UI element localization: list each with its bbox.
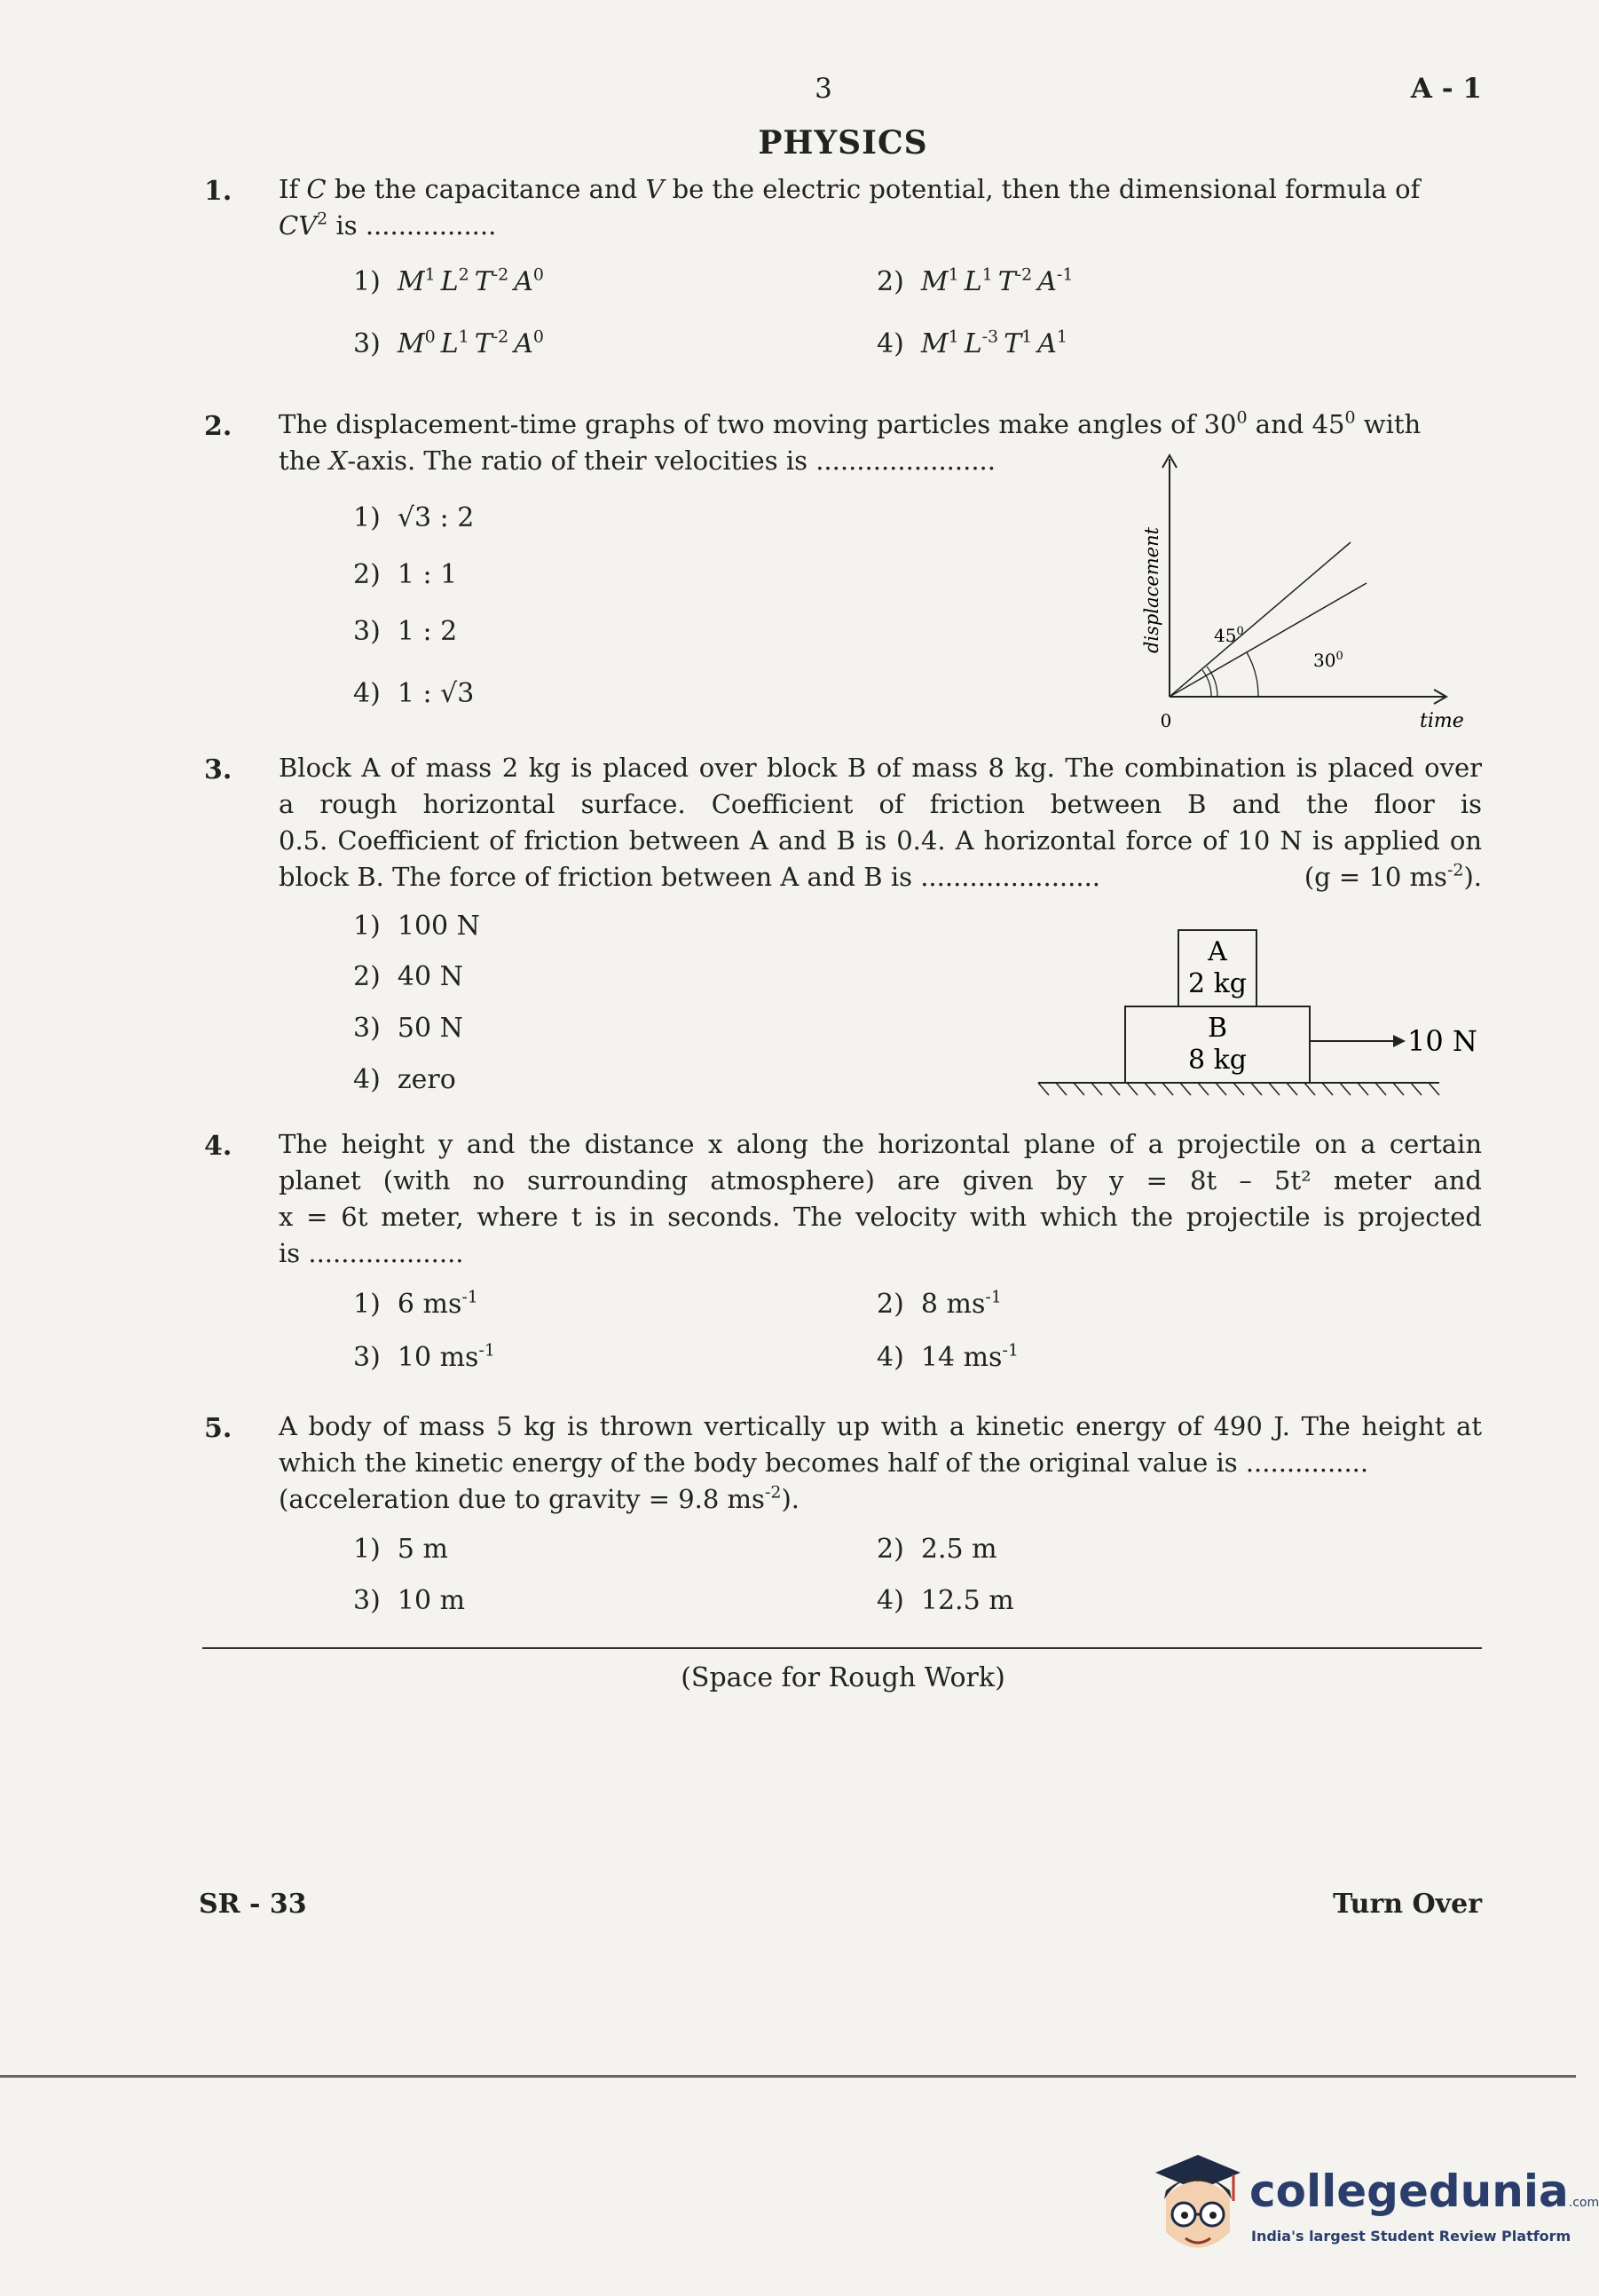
question-text-1: If C be the capacitance and V be the electric potential, then the dimensional formula of $CV^2$ is ................ [279,174,1421,241]
block-b-name: B [1207,1013,1228,1044]
angle-arc-30 [1247,652,1258,697]
q2-option-3[interactable]: 3) 1 : 2 [353,616,458,647]
question-number-5: 5. [204,1413,232,1444]
q2-option-1[interactable]: 1) √3 : 2 [353,502,475,533]
q1-option-2[interactable]: 2) $M^1$ $L^1$ $T^{-2}$ $A^{-1}$ [877,264,1074,297]
rough-work-label: (Space for Rough Work) [681,1662,1005,1693]
force-label: 10 N [1407,1024,1477,1058]
q5-option-3[interactable]: 3) 10 m [353,1585,466,1616]
footer-code: SR - 33 [199,1889,307,1920]
footer-turn-over: Turn Over [1333,1889,1482,1920]
page-title: PHYSICS [758,124,928,162]
question-number-4: 4. [204,1131,232,1162]
q2-option-4[interactable]: 4) 1 : √3 [353,678,475,709]
q4-option-1[interactable]: 1) 6 $ms^{-1}$ [353,1287,478,1320]
q4-option-2[interactable]: 2) 8 $ms^{-1}$ [877,1287,1002,1320]
q5-option-1[interactable]: 1) 5 m [353,1534,448,1565]
q1-option-3[interactable]: 3) $M^0$ $L^1$ $T^{-2}$ $A^0$ [353,327,544,359]
question-text-3: Block A of mass 2 kg is placed over block B of mass 8 kg. The combination is placed over a rough horizontal surface. Coefficient of friction between B and the floor is 0.5. Coefficient of friction between A and B is 0.4. A horizontal force of 10 N is applied on block B. The force of friction between A and B is ...................... (g = 10 $ms^{-2}$). [279,753,1482,892]
q5-option-2[interactable]: 2) 2.5 m [877,1534,997,1565]
q1-option-1[interactable]: 1) $M^1$ $L^2$ $T^{-2}$ $A^0$ [353,264,544,297]
angle-label-45: $45^0$ [1214,625,1244,646]
question-text-4: The height y and the distance x along the horizontal plane of a projectile on a certain planet (with no surrounding atmosphere) are given by y = 8t – 5t² meter and x = 6t meter, where t is in seconds. The velocity with which the projectile is projected is ................... [279,1129,1482,1268]
question-number-3: 3. [204,754,232,785]
graph-line-30 [1170,583,1367,697]
graph-y-label: displacement [1141,526,1162,654]
page-number: 3 [815,73,832,105]
question-text-5: A body of mass 5 kg is thrown vertically up with a kinetic energy of 490 J. The height at which the kinetic energy of the body becomes half of the original value is ............... (acceleration due to gravity = 9.8 $ms^{-2}$). [279,1411,1482,1514]
mascot-logo-icon [1145,2148,1251,2272]
question-number-2: 2. [204,411,232,442]
block-a-mass: 2 kg [1187,968,1248,999]
brand-name: collegedunia.com [1249,2166,1599,2217]
angle-label-30: $30^0$ [1313,650,1343,671]
floor-hatching [1038,1083,1439,1095]
brand-tagline: India's largest Student Review Platform [1251,2228,1571,2245]
paper-code: A - 1 [1410,73,1482,105]
q2-option-2[interactable]: 2) 1 : 1 [353,559,458,590]
q3-option-2[interactable]: 2) 40 N [353,961,463,992]
force-arrowhead [1393,1035,1406,1047]
q4-option-4[interactable]: 4) 14 $ms^{-1}$ [877,1340,1019,1373]
question-text-2: The displacement-time graphs of two moving particles make angles of $30^0$ and $45^0$ with the X-axis. The ratio of their velocities is ...................... [279,407,1422,476]
graph-x-label: time [1420,710,1464,732]
q3-option-4[interactable]: 4) zero [353,1064,456,1095]
blocks-diagram [1029,923,1482,1101]
rough-work-divider [202,1647,1482,1649]
q4-option-3[interactable]: 3) 10 $ms^{-1}$ [353,1340,495,1373]
page-edge-line [0,2075,1576,2078]
q3-option-1[interactable]: 1) 100 N [353,911,480,942]
q1-option-4[interactable]: 4) $M^1$ $L^{-3}$ $T^1$ $A^1$ [877,327,1067,359]
displacement-time-graph [1127,448,1500,741]
block-b-mass: 8 kg [1187,1045,1248,1076]
q3-option-3[interactable]: 3) 50 N [353,1013,463,1044]
q5-option-4[interactable]: 4) 12.5 m [877,1585,1014,1616]
graph-origin-label: 0 [1160,710,1172,731]
block-a-name: A [1208,936,1227,967]
question-number-1: 1. [204,176,232,207]
graph-line-45 [1170,542,1351,697]
